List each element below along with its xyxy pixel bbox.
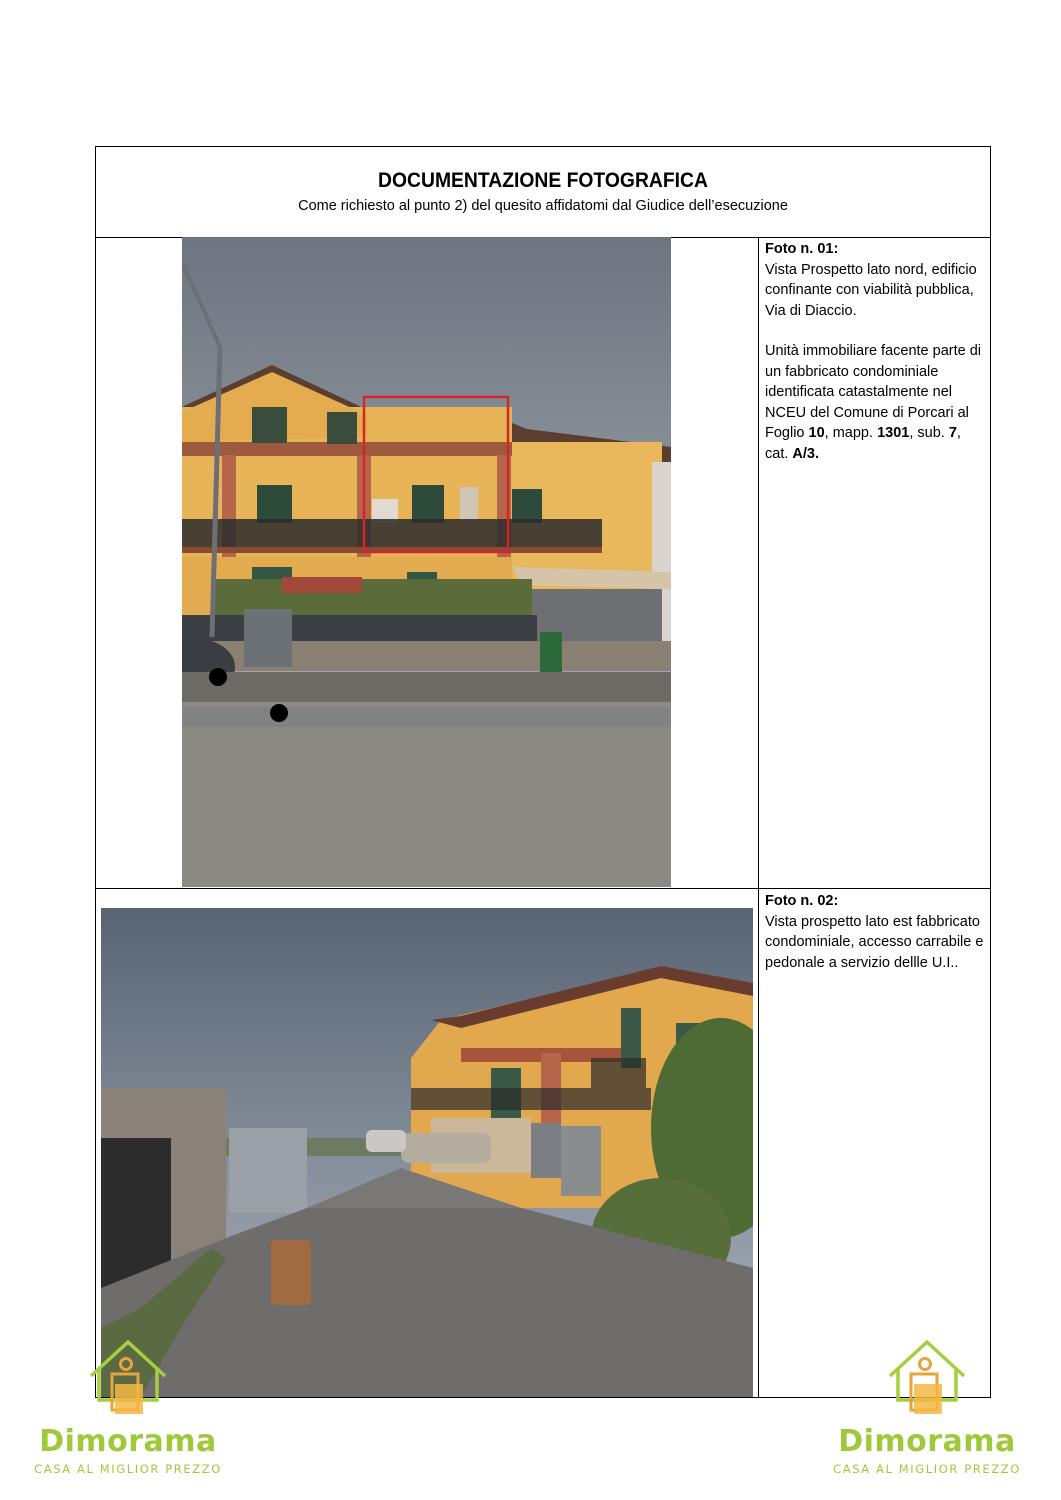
dimorama-logo-right [822,1338,1032,1478]
sub-value: 7 [948,425,957,441]
foglio-value: 10 [808,425,825,441]
logo-brand: Dimorama [39,1424,217,1459]
caption-text: , mapp. [824,425,878,441]
photo-documentation-table [95,146,991,1398]
caption-title: Foto n. 02: [765,893,839,909]
dimorama-logo-left [23,1338,233,1478]
column-divider [758,237,759,888]
photo-caption-2 [765,891,987,993]
house-logo-icon [85,1338,171,1420]
logo-brand: Dimorama [838,1424,1016,1459]
caption-title: Foto n. 01: [765,241,839,257]
column-divider [758,889,759,1397]
house-logo-icon [884,1338,970,1420]
photo-caption-1 [765,239,987,484]
page-title: DOCUMENTAZIONE FOTOGRAFICA [378,169,708,192]
mapp-value: 1301 [877,425,910,441]
photo-east-facade [101,908,753,1397]
caption-description: Vista prospetto lato est fabbricato condominiale, accesso carrabile e pedonale a servizio dellle U.I.. [765,913,984,971]
logo-tagline: CASA AL MIGLIOR PREZZO [833,1462,1021,1476]
caption-text: Unità immobiliare facente parte di un fabbricato condominiale identificata catastalmente nel NCEU del Comune di Porcari al Foglio [765,343,981,441]
photo-north-facade [182,237,671,887]
caption-description: Vista Prospetto lato nord, edificio confinante con viabilità pubblica, Via di Diaccio. [765,261,977,319]
page-subtitle: Come richiesto al punto 2) del quesito affidatomi dal Giudice dell’esecuzione [298,198,788,214]
caption-text: , sub. [909,425,949,441]
logo-tagline: CASA AL MIGLIOR PREZZO [34,1462,222,1476]
photo-row-2 [96,889,990,1397]
photo-row-1 [96,237,990,889]
caption-text: , cat. [765,425,961,462]
table-header [96,147,990,238]
cat-value: A/3. [792,445,819,462]
caption-cadastral-info [765,341,987,464]
